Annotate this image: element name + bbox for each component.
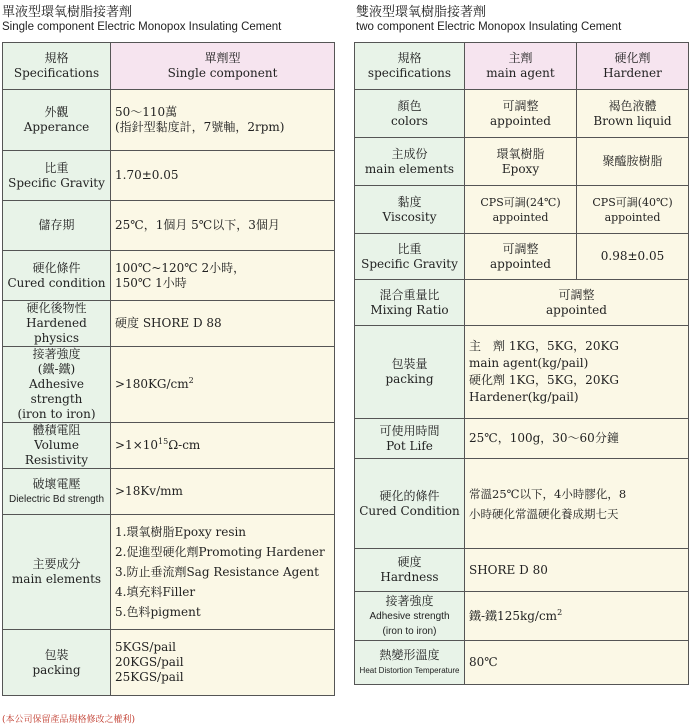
value-line: 小時硬化常溫硬化養成期七天 bbox=[469, 506, 619, 521]
row-label bbox=[3, 630, 111, 696]
row-label-zh: 顏色 bbox=[397, 98, 422, 113]
table-row bbox=[3, 301, 335, 347]
value-line: main agent(kg/pail) bbox=[469, 356, 589, 370]
row-value bbox=[111, 151, 335, 201]
header-value-zh: 單劑型 bbox=[204, 51, 241, 65]
value-line: 0.98±0.05 bbox=[600, 249, 665, 263]
row-label bbox=[3, 515, 111, 630]
row-value bbox=[577, 90, 689, 138]
table-row bbox=[3, 251, 335, 301]
row-label-en: packing bbox=[32, 662, 81, 677]
table-row bbox=[355, 138, 689, 186]
value-line: 可調整 bbox=[502, 241, 539, 256]
value-line: 50～110萬 bbox=[115, 105, 178, 119]
row-value bbox=[111, 347, 335, 423]
value-line: 主 劑 1KG，5KG，20KG bbox=[469, 339, 620, 353]
value-line: 環氧樹脂 bbox=[496, 146, 545, 161]
row-label-zh: (鐵-鐵) bbox=[37, 362, 76, 376]
row-label-zh: 混合重量比 bbox=[379, 287, 440, 302]
table-row bbox=[355, 326, 689, 419]
value-line: 可調整 bbox=[502, 98, 539, 113]
row-label-en: Cured condition bbox=[7, 275, 106, 290]
value-line: 1.環氧樹脂Epoxy resin bbox=[115, 525, 247, 539]
row-label-en: Dielectric Bd strength bbox=[8, 493, 105, 505]
row-label bbox=[355, 419, 465, 459]
row-label-en: Hardened physics bbox=[26, 316, 87, 345]
table-row bbox=[3, 469, 335, 515]
header-value bbox=[111, 43, 335, 90]
table-row bbox=[3, 151, 335, 201]
row-value bbox=[465, 549, 689, 592]
value-line: 3.防止垂流劑Sag Resistance Agent bbox=[115, 565, 319, 579]
header-label-en: Specifications bbox=[13, 66, 100, 80]
row-label-en: Volume Resistivity bbox=[24, 438, 89, 467]
value-line: 可調整 bbox=[558, 287, 595, 302]
row-label-zh: 比重 bbox=[397, 241, 422, 256]
value-line: appointed bbox=[490, 113, 551, 128]
value-line: appointed bbox=[490, 256, 551, 271]
row-label-zh: 可使用時間 bbox=[379, 423, 440, 438]
left-title-en: Single component Electric Monopox Insulating Cement bbox=[2, 21, 282, 33]
row-label-en: (iron to iron) bbox=[17, 407, 96, 421]
row-label-en: (iron to iron) bbox=[382, 625, 437, 637]
row-label-en: Specific Gravity bbox=[8, 175, 105, 190]
value-line: 聚醯胺樹脂 bbox=[602, 154, 663, 168]
table-header-row bbox=[3, 43, 335, 90]
row-label-zh: 儲存期 bbox=[38, 218, 75, 232]
left-title-zh: 單液型環氧樹脂接著劑 bbox=[2, 5, 133, 20]
header-col-zh: 硬化劑 bbox=[614, 51, 651, 65]
table-row bbox=[3, 515, 335, 630]
footnote: (本公司保留產品規格修改之權利) bbox=[2, 715, 136, 725]
row-label bbox=[3, 423, 111, 469]
right-title-zh: 雙液型環氧樹脂接著劑 bbox=[356, 5, 487, 20]
row-value bbox=[111, 251, 335, 301]
value-line: 鐵-鐵125kg/cm bbox=[469, 608, 558, 623]
table-row bbox=[3, 423, 335, 469]
row-label-en: Adhesive strength bbox=[369, 610, 450, 622]
row-label bbox=[3, 469, 111, 515]
row-label bbox=[3, 347, 111, 423]
row-label-zh: 破壞電壓 bbox=[32, 476, 81, 491]
value-line: 25KGS/pail bbox=[115, 670, 184, 684]
table-row bbox=[355, 549, 689, 592]
row-label bbox=[355, 234, 465, 280]
row-label-en: Viscosity bbox=[382, 209, 437, 224]
header-label bbox=[3, 43, 111, 90]
header-label-en: specifications bbox=[367, 66, 452, 80]
two-component-table bbox=[354, 42, 689, 685]
row-value bbox=[577, 234, 689, 280]
row-label-zh: 接著強度 bbox=[32, 347, 81, 361]
value-line: 25℃，1個月 5℃以下，3個月 bbox=[115, 218, 280, 232]
value-line: 2.促進型硬化劑Promoting Hardener bbox=[115, 545, 325, 559]
row-label-en: Specific Gravity bbox=[361, 256, 458, 271]
row-value bbox=[465, 280, 689, 326]
value-line: >1×10 bbox=[115, 438, 159, 452]
table-row bbox=[355, 234, 689, 280]
table-row bbox=[3, 90, 335, 151]
row-value bbox=[465, 326, 689, 419]
value-superscript: 2 bbox=[557, 607, 563, 617]
header-label bbox=[355, 43, 465, 90]
single-component-table bbox=[2, 42, 335, 696]
header-label-zh: 規格 bbox=[397, 51, 422, 65]
value-line: 常溫25℃以下，4小時膠化，8 bbox=[469, 486, 627, 501]
row-label-zh: 接著強度 bbox=[385, 593, 434, 608]
row-value bbox=[465, 234, 577, 280]
row-value bbox=[111, 630, 335, 696]
row-label-zh: 硬度 bbox=[397, 555, 422, 569]
table-row bbox=[355, 459, 689, 549]
row-label-zh: 比重 bbox=[44, 160, 69, 175]
row-label-zh: 包裝量 bbox=[391, 357, 428, 371]
row-label bbox=[3, 201, 111, 251]
value-line: 5KGS/pail bbox=[115, 640, 176, 654]
row-value bbox=[111, 423, 335, 469]
row-value bbox=[465, 459, 689, 549]
header-label-zh: 規格 bbox=[44, 51, 69, 65]
row-label-zh: 硬化的條件 bbox=[379, 488, 440, 503]
row-value bbox=[465, 641, 689, 685]
value-superscript: 2 bbox=[188, 376, 194, 385]
row-label-zh: 主要成分 bbox=[32, 557, 81, 571]
value-line: CPS可調(24℃) bbox=[480, 195, 561, 209]
row-label-en: Mixing Ratio bbox=[370, 302, 449, 317]
row-value bbox=[465, 138, 577, 186]
row-value bbox=[111, 201, 335, 251]
right-title bbox=[356, 4, 621, 35]
header-main-agent bbox=[465, 43, 577, 90]
value-line: Brown liquid bbox=[593, 113, 672, 128]
row-label bbox=[355, 326, 465, 419]
value-line: appointed bbox=[546, 302, 607, 317]
row-value bbox=[465, 592, 689, 641]
row-label-en: main elements bbox=[364, 161, 455, 176]
value-line: 1.70±0.05 bbox=[115, 168, 179, 182]
row-label-en: Cured Condition bbox=[359, 503, 460, 518]
table-row bbox=[3, 201, 335, 251]
table-row bbox=[355, 90, 689, 138]
table-header-row bbox=[355, 43, 689, 90]
value-line: 20KGS/pail bbox=[115, 655, 184, 669]
table-row bbox=[3, 347, 335, 423]
row-label-en: colors bbox=[391, 113, 428, 128]
row-label-en: main elements bbox=[11, 572, 102, 586]
value-line: 150℃ 1小時 bbox=[115, 275, 187, 290]
table-row bbox=[355, 592, 689, 641]
row-label-en: Heat Distortion Temperature bbox=[359, 665, 460, 675]
header-hardener bbox=[577, 43, 689, 90]
value-line: 80℃ bbox=[469, 655, 498, 669]
row-label-zh: 主成份 bbox=[391, 146, 428, 161]
table-row bbox=[355, 186, 689, 234]
row-label bbox=[355, 280, 465, 326]
row-label bbox=[3, 151, 111, 201]
row-value bbox=[111, 515, 335, 630]
row-label-en: Hardness bbox=[380, 570, 439, 584]
value-line: appointed bbox=[492, 210, 549, 224]
row-value bbox=[465, 186, 577, 234]
row-label bbox=[355, 90, 465, 138]
value-line: Hardener(kg/pail) bbox=[469, 390, 579, 404]
value-superscript: 15 bbox=[158, 437, 169, 446]
row-value bbox=[465, 419, 689, 459]
row-value bbox=[111, 469, 335, 515]
table-row bbox=[355, 641, 689, 685]
row-label bbox=[355, 549, 465, 592]
row-label-zh: 硬化後物性 bbox=[26, 301, 87, 315]
row-label-zh: 熱變形溫度 bbox=[379, 647, 440, 662]
row-label bbox=[3, 251, 111, 301]
value-line: 褐色液體 bbox=[608, 98, 657, 113]
value-line: >18Kv/mm bbox=[115, 484, 183, 498]
row-label-en: packing bbox=[385, 372, 434, 386]
row-label bbox=[355, 459, 465, 549]
row-value bbox=[111, 301, 335, 347]
row-label-en: Apperance bbox=[23, 120, 90, 134]
value-line: >180KG/cm bbox=[115, 377, 189, 391]
row-value bbox=[111, 90, 335, 151]
value-line: 硬度 SHORE D 88 bbox=[115, 316, 222, 330]
header-col-en: Hardener bbox=[603, 66, 662, 80]
row-label-en: Pot Life bbox=[386, 438, 433, 453]
row-label bbox=[3, 90, 111, 151]
row-value bbox=[577, 186, 689, 234]
value-unit: Ω-cm bbox=[168, 438, 201, 452]
row-label-zh: 包裝 bbox=[44, 647, 69, 662]
row-value bbox=[577, 138, 689, 186]
value-line: 5.色料pigment bbox=[115, 605, 201, 619]
table-row bbox=[3, 630, 335, 696]
row-label-zh: 體積電阻 bbox=[32, 423, 81, 437]
header-col-zh: 主劑 bbox=[508, 51, 533, 65]
value-line: appointed bbox=[604, 210, 661, 224]
right-title-en: two component Electric Monopox Insulating Cement bbox=[356, 21, 622, 33]
row-label bbox=[3, 301, 111, 347]
row-label bbox=[355, 138, 465, 186]
row-label-zh: 外觀 bbox=[44, 105, 69, 119]
row-label bbox=[355, 592, 465, 641]
table-row bbox=[355, 419, 689, 459]
value-line: 100℃~120℃ 2小時， bbox=[115, 260, 246, 275]
value-line: CPS可調(40℃) bbox=[592, 195, 673, 209]
row-label bbox=[355, 186, 465, 234]
row-value bbox=[465, 90, 577, 138]
row-label-zh: 硬化條件 bbox=[32, 260, 81, 275]
header-value-en: Single component bbox=[167, 66, 278, 80]
value-line: 25℃，100g，30～60分鐘 bbox=[469, 431, 619, 445]
table-row bbox=[355, 280, 689, 326]
row-label bbox=[355, 641, 465, 685]
row-label-zh: 黏度 bbox=[397, 194, 422, 209]
header-col-en: main agent bbox=[486, 66, 555, 80]
value-line: 硬化劑 1KG，5KG，20KG bbox=[469, 373, 620, 387]
value-line: Epoxy bbox=[501, 161, 540, 176]
row-label-en: Adhesive strength bbox=[28, 377, 85, 406]
left-title bbox=[2, 4, 281, 35]
value-line: 4.填充料Filler bbox=[115, 585, 196, 599]
value-line: SHORE D 80 bbox=[469, 562, 548, 577]
value-line: (指針型黏度計，7號軸，2rpm) bbox=[115, 120, 285, 134]
